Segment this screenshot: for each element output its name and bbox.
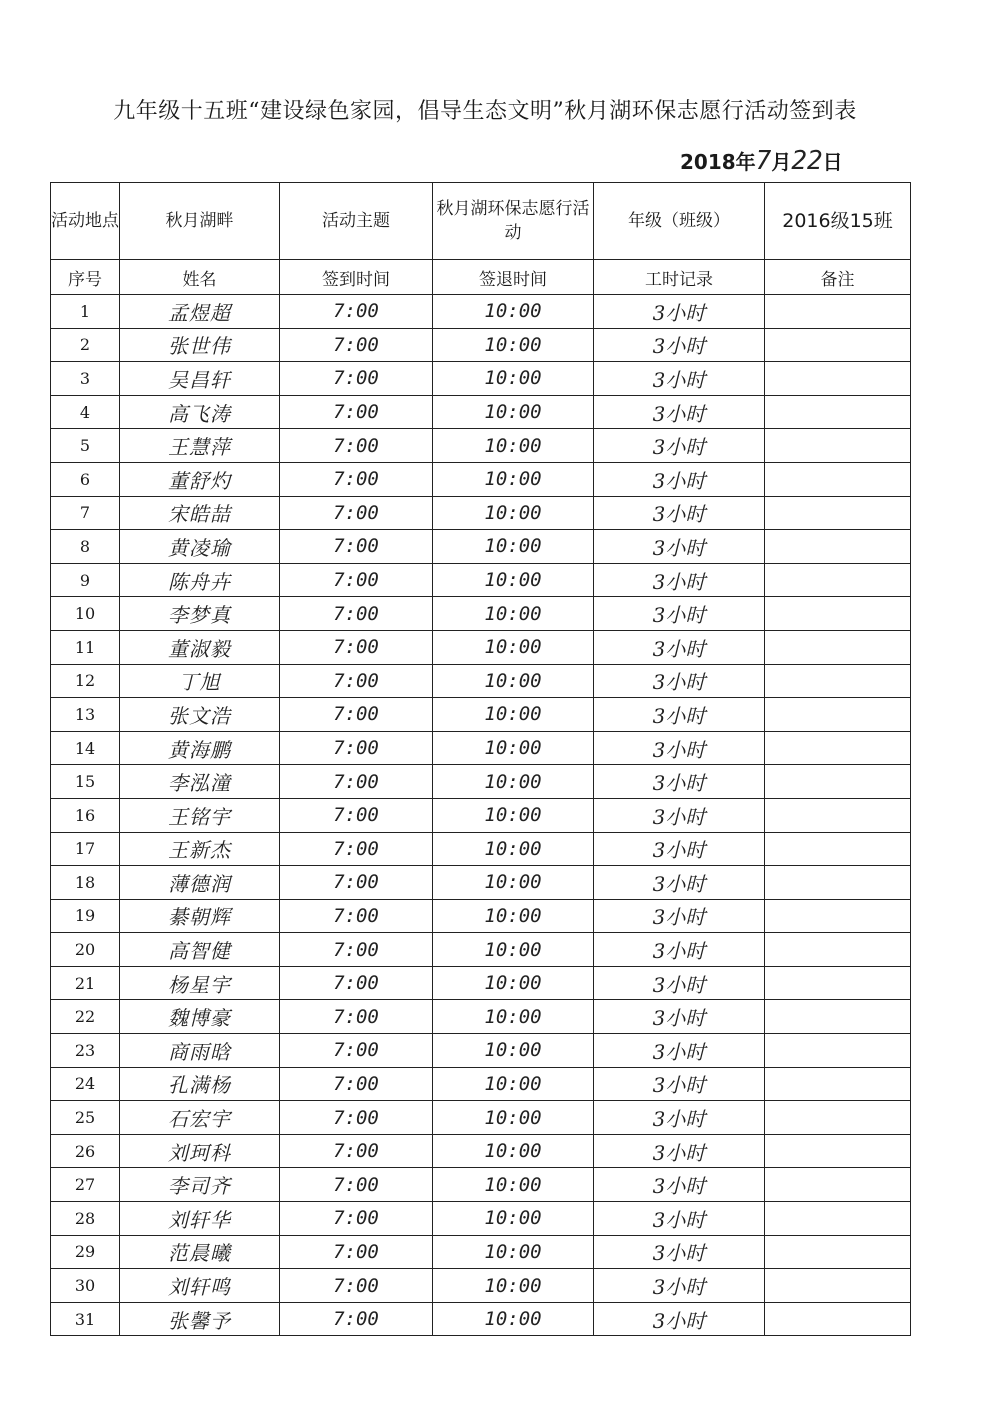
work-hours: 3小时 (594, 496, 765, 530)
volunteer-name: 薄德润 (120, 866, 280, 900)
header-work-hours: 工时记录 (594, 260, 765, 295)
location-label: 活动地点 (51, 183, 120, 260)
remarks (765, 1302, 911, 1336)
table-row (51, 1202, 911, 1236)
table-row (51, 1302, 911, 1336)
sign-in-time: 7:00 (280, 1302, 433, 1336)
sign-out-time: 10:00 (433, 1101, 594, 1135)
row-number: 5 (51, 429, 120, 463)
work-hours: 3小时 (594, 1235, 765, 1269)
row-number: 11 (51, 630, 120, 664)
volunteer-name: 商雨晗 (120, 1034, 280, 1068)
sign-in-time: 7:00 (280, 429, 433, 463)
work-hours: 3小时 (594, 462, 765, 496)
sign-out-time: 10:00 (433, 1235, 594, 1269)
remarks (765, 731, 911, 765)
remarks (765, 1067, 911, 1101)
volunteer-name: 刘轩鸣 (120, 1269, 280, 1303)
table-row (51, 966, 911, 1000)
row-number: 4 (51, 395, 120, 429)
grade-label: 年级（班级） (594, 183, 765, 260)
row-number: 22 (51, 1000, 120, 1034)
row-number: 8 (51, 530, 120, 564)
remarks (765, 866, 911, 900)
sign-in-time: 7:00 (280, 765, 433, 799)
work-hours: 3小时 (594, 866, 765, 900)
work-hours: 3小时 (594, 664, 765, 698)
volunteer-name: 王新杰 (120, 832, 280, 866)
sign-in-time: 7:00 (280, 798, 433, 832)
sign-out-time: 10:00 (433, 899, 594, 933)
row-number: 23 (51, 1034, 120, 1068)
sign-in-time: 7:00 (280, 731, 433, 765)
table-row (51, 328, 911, 362)
sign-date (680, 146, 843, 176)
activity-info-row (51, 183, 911, 260)
sign-in-time: 7:00 (280, 664, 433, 698)
work-hours: 3小时 (594, 530, 765, 564)
row-number: 13 (51, 698, 120, 732)
row-number: 31 (51, 1302, 120, 1336)
sign-out-time: 10:00 (433, 1302, 594, 1336)
row-number: 12 (51, 664, 120, 698)
remarks (765, 1168, 911, 1202)
sign-out-time: 10:00 (433, 630, 594, 664)
sign-out-time: 10:00 (433, 664, 594, 698)
sign-out-time: 10:00 (433, 765, 594, 799)
work-hours: 3小时 (594, 1034, 765, 1068)
remarks (765, 1269, 911, 1303)
volunteer-name: 宋皓喆 (120, 496, 280, 530)
work-hours: 3小时 (594, 966, 765, 1000)
volunteer-name: 李泓潼 (120, 765, 280, 799)
work-hours: 3小时 (594, 597, 765, 631)
row-number: 24 (51, 1067, 120, 1101)
volunteer-name: 高智健 (120, 933, 280, 967)
work-hours: 3小时 (594, 798, 765, 832)
sign-in-time: 7:00 (280, 1000, 433, 1034)
volunteer-name: 李司齐 (120, 1168, 280, 1202)
sign-out-time: 10:00 (433, 1202, 594, 1236)
remarks (765, 496, 911, 530)
row-number: 6 (51, 462, 120, 496)
row-number: 17 (51, 832, 120, 866)
sign-in-time: 7:00 (280, 832, 433, 866)
sign-out-time: 10:00 (433, 295, 594, 329)
sign-out-time: 10:00 (433, 496, 594, 530)
work-hours: 3小时 (594, 1101, 765, 1135)
table-row (51, 798, 911, 832)
remarks (765, 362, 911, 396)
sign-in-time: 7:00 (280, 530, 433, 564)
sign-in-time: 7:00 (280, 933, 433, 967)
volunteer-name: 孟煜超 (120, 295, 280, 329)
sign-in-time: 7:00 (280, 1034, 433, 1068)
table-row (51, 630, 911, 664)
volunteer-name: 魏博豪 (120, 1000, 280, 1034)
remarks (765, 1235, 911, 1269)
row-number: 1 (51, 295, 120, 329)
work-hours: 3小时 (594, 731, 765, 765)
row-number: 18 (51, 866, 120, 900)
remarks (765, 899, 911, 933)
work-hours: 3小时 (594, 1067, 765, 1101)
table-row (51, 563, 911, 597)
row-number: 25 (51, 1101, 120, 1135)
sign-in-time: 7:00 (280, 1269, 433, 1303)
remarks (765, 1202, 911, 1236)
sign-in-time: 7:00 (280, 1168, 433, 1202)
sign-out-time: 10:00 (433, 966, 594, 1000)
table-row (51, 1067, 911, 1101)
table-row (51, 832, 911, 866)
volunteer-name: 王铭宇 (120, 798, 280, 832)
volunteer-name: 孔满杨 (120, 1067, 280, 1101)
sign-out-time: 10:00 (433, 1067, 594, 1101)
row-number: 14 (51, 731, 120, 765)
row-number: 29 (51, 1235, 120, 1269)
header-name: 姓名 (120, 260, 280, 295)
sign-in-time: 7:00 (280, 462, 433, 496)
table-row (51, 597, 911, 631)
volunteer-name: 王慧萍 (120, 429, 280, 463)
sign-in-time: 7:00 (280, 966, 433, 1000)
table-row (51, 1000, 911, 1034)
sign-out-time: 10:00 (433, 530, 594, 564)
sign-out-time: 10:00 (433, 1134, 594, 1168)
sign-out-time: 10:00 (433, 563, 594, 597)
sign-in-time: 7:00 (280, 295, 433, 329)
sign-in-time: 7:00 (280, 1067, 433, 1101)
volunteer-name: 张文浩 (120, 698, 280, 732)
row-number: 26 (51, 1134, 120, 1168)
work-hours: 3小时 (594, 1302, 765, 1336)
volunteer-name: 刘珂科 (120, 1134, 280, 1168)
row-number: 20 (51, 933, 120, 967)
volunteer-name: 石宏宇 (120, 1101, 280, 1135)
header-sign-in-time: 签到时间 (280, 260, 433, 295)
table-row (51, 765, 911, 799)
remarks (765, 798, 911, 832)
volunteer-name: 董淑毅 (120, 630, 280, 664)
row-number: 10 (51, 597, 120, 631)
volunteer-name: 陈舟卉 (120, 563, 280, 597)
sign-in-time: 7:00 (280, 1202, 433, 1236)
sign-out-time: 10:00 (433, 597, 594, 631)
work-hours: 3小时 (594, 563, 765, 597)
work-hours: 3小时 (594, 395, 765, 429)
sign-in-time: 7:00 (280, 866, 433, 900)
sign-out-time: 10:00 (433, 731, 594, 765)
work-hours: 3小时 (594, 698, 765, 732)
document-title: 九年级十五班“建设绿色家园，倡导生态文明”秋月湖环保志愿行活动签到表 (113, 99, 857, 124)
sign-in-time: 7:00 (280, 630, 433, 664)
remarks (765, 765, 911, 799)
remarks (765, 1134, 911, 1168)
table-row (51, 395, 911, 429)
remarks (765, 462, 911, 496)
sign-in-time: 7:00 (280, 1134, 433, 1168)
sign-in-time: 7:00 (280, 563, 433, 597)
sign-out-time: 10:00 (433, 933, 594, 967)
date-day: 22 (791, 146, 823, 176)
sign-out-time: 10:00 (433, 832, 594, 866)
work-hours: 3小时 (594, 1168, 765, 1202)
date-day-label: 日 (822, 150, 843, 174)
sign-out-time: 10:00 (433, 429, 594, 463)
row-number: 28 (51, 1202, 120, 1236)
remarks (765, 630, 911, 664)
work-hours: 3小时 (594, 328, 765, 362)
header-number: 序号 (51, 260, 120, 295)
sign-in-time: 7:00 (280, 496, 433, 530)
volunteer-name: 杨星宇 (120, 966, 280, 1000)
column-header-row (51, 260, 911, 295)
date-month: 7 (755, 146, 772, 176)
table-row (51, 866, 911, 900)
table-row (51, 698, 911, 732)
remarks (765, 966, 911, 1000)
sign-out-time: 10:00 (433, 1168, 594, 1202)
remarks (765, 597, 911, 631)
date-year: 2018年 (680, 150, 756, 174)
remarks (765, 295, 911, 329)
remarks (765, 530, 911, 564)
theme-value: 秋月湖环保志愿行活动 (433, 183, 594, 260)
table-row (51, 899, 911, 933)
volunteer-name: 吴昌轩 (120, 362, 280, 396)
header-sign-out-time: 签退时间 (433, 260, 594, 295)
location-value: 秋月湖畔 (120, 183, 280, 260)
work-hours: 3小时 (594, 1134, 765, 1168)
table-row (51, 1269, 911, 1303)
volunteer-name: 丁旭 (120, 664, 280, 698)
table-row (51, 530, 911, 564)
date-month-label: 月 (771, 150, 792, 174)
theme-label: 活动主题 (280, 183, 433, 260)
volunteer-name: 高飞涛 (120, 395, 280, 429)
sign-out-time: 10:00 (433, 328, 594, 362)
work-hours: 3小时 (594, 1202, 765, 1236)
table-row (51, 362, 911, 396)
work-hours: 3小时 (594, 1269, 765, 1303)
remarks (765, 698, 911, 732)
table-row (51, 731, 911, 765)
remarks (765, 395, 911, 429)
remarks (765, 664, 911, 698)
table-row (51, 1235, 911, 1269)
sign-in-time: 7:00 (280, 1101, 433, 1135)
work-hours: 3小时 (594, 765, 765, 799)
table-row (51, 1168, 911, 1202)
row-number: 21 (51, 966, 120, 1000)
grade-value: 2016级15班 (765, 183, 911, 260)
row-number: 16 (51, 798, 120, 832)
remarks (765, 1101, 911, 1135)
row-number: 27 (51, 1168, 120, 1202)
sign-in-time: 7:00 (280, 328, 433, 362)
work-hours: 3小时 (594, 362, 765, 396)
row-number: 7 (51, 496, 120, 530)
remarks (765, 933, 911, 967)
table-row (51, 462, 911, 496)
sign-in-time: 7:00 (280, 395, 433, 429)
volunteer-name: 刘轩华 (120, 1202, 280, 1236)
remarks (765, 563, 911, 597)
volunteer-name: 张馨予 (120, 1302, 280, 1336)
row-number: 15 (51, 765, 120, 799)
table-row (51, 1034, 911, 1068)
volunteer-name: 黄凌瑜 (120, 530, 280, 564)
sign-out-time: 10:00 (433, 1000, 594, 1034)
row-number: 19 (51, 899, 120, 933)
header-remarks: 备注 (765, 260, 911, 295)
table-row (51, 1134, 911, 1168)
sign-out-time: 10:00 (433, 362, 594, 396)
remarks (765, 328, 911, 362)
volunteer-name: 李梦真 (120, 597, 280, 631)
sign-out-time: 10:00 (433, 462, 594, 496)
sign-in-time: 7:00 (280, 899, 433, 933)
sign-out-time: 10:00 (433, 1269, 594, 1303)
table-row (51, 496, 911, 530)
volunteer-name: 张世伟 (120, 328, 280, 362)
work-hours: 3小时 (594, 1000, 765, 1034)
sign-in-time: 7:00 (280, 1235, 433, 1269)
row-number: 3 (51, 362, 120, 396)
table-row (51, 295, 911, 329)
row-number: 9 (51, 563, 120, 597)
volunteer-name: 綦朝辉 (120, 899, 280, 933)
remarks (765, 832, 911, 866)
work-hours: 3小时 (594, 933, 765, 967)
sign-out-time: 10:00 (433, 866, 594, 900)
remarks (765, 1034, 911, 1068)
sign-in-time: 7:00 (280, 698, 433, 732)
table-row (51, 933, 911, 967)
row-number: 30 (51, 1269, 120, 1303)
table-row (51, 1101, 911, 1135)
sign-out-time: 10:00 (433, 698, 594, 732)
remarks (765, 429, 911, 463)
sign-in-time: 7:00 (280, 362, 433, 396)
table-row (51, 429, 911, 463)
sign-out-time: 10:00 (433, 798, 594, 832)
work-hours: 3小时 (594, 295, 765, 329)
volunteer-name: 范晨曦 (120, 1235, 280, 1269)
work-hours: 3小时 (594, 899, 765, 933)
work-hours: 3小时 (594, 832, 765, 866)
sign-out-time: 10:00 (433, 1034, 594, 1068)
sign-in-time: 7:00 (280, 597, 433, 631)
table-row (51, 664, 911, 698)
work-hours: 3小时 (594, 630, 765, 664)
volunteer-name: 董舒灼 (120, 462, 280, 496)
row-number: 2 (51, 328, 120, 362)
sign-in-table (50, 182, 911, 1336)
remarks (765, 1000, 911, 1034)
sign-out-time: 10:00 (433, 395, 594, 429)
work-hours: 3小时 (594, 429, 765, 463)
volunteer-name: 黄海鹏 (120, 731, 280, 765)
